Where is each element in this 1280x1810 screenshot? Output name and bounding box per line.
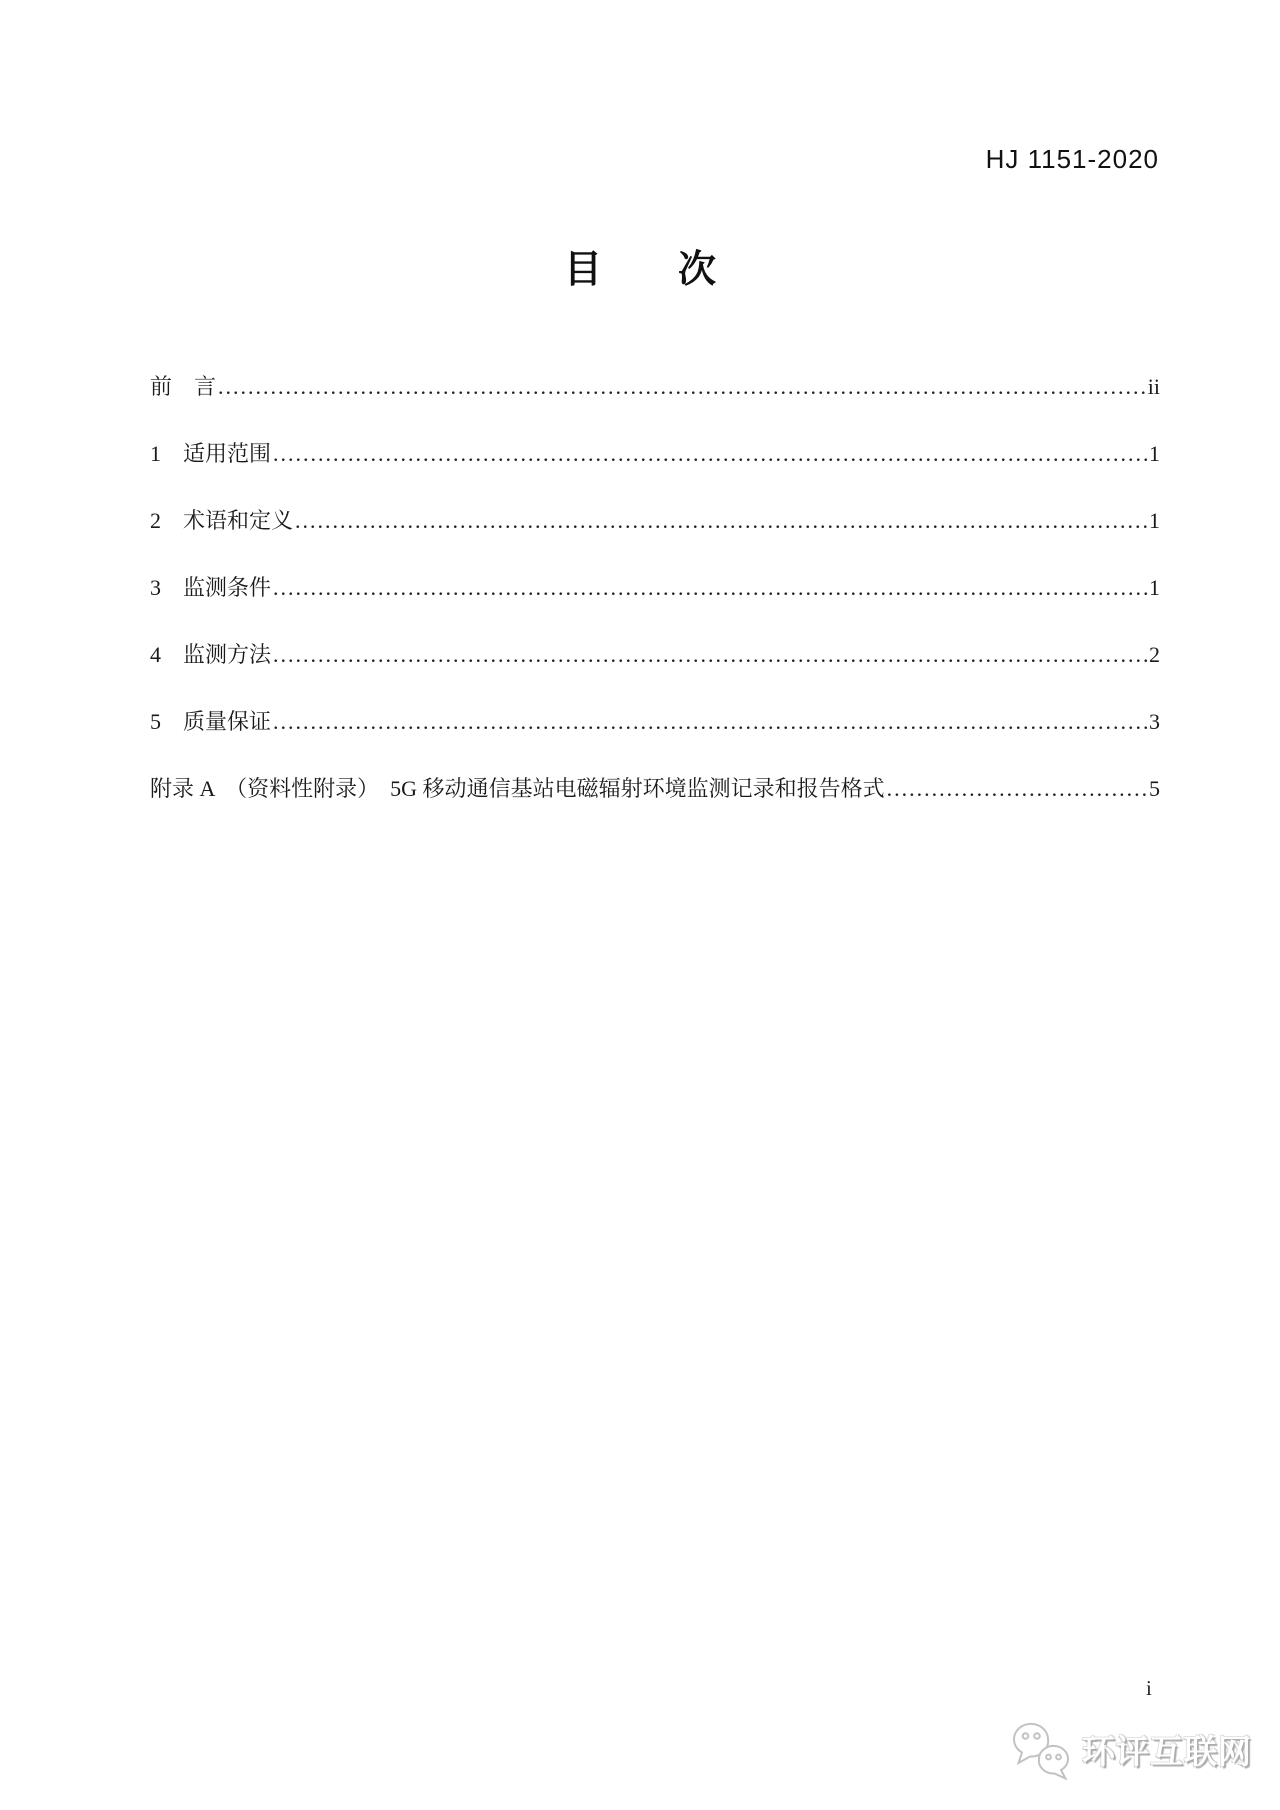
toc-page-number: 1 — [1149, 441, 1160, 466]
standard-code: HJ 1151-2020 — [985, 144, 1159, 174]
toc-entry-1 — [150, 420, 1160, 487]
dot-leader — [218, 353, 1146, 420]
toc-entry-appendix-a — [150, 755, 1160, 822]
dot-leader — [273, 688, 1147, 755]
wechat-chat-bubbles-icon — [1012, 1722, 1074, 1780]
toc-page-number: ii — [1147, 374, 1160, 399]
page-title: 目 次 — [563, 249, 716, 291]
watermark-text: 环评互联网 — [1082, 1732, 1252, 1770]
toc-entry-label: 4 监测方法 — [150, 642, 272, 667]
footer-page-number: i — [1146, 1676, 1152, 1700]
toc-page-number: 1 — [1149, 575, 1160, 600]
toc-entry-2 — [150, 487, 1160, 554]
dot-leader — [273, 621, 1147, 688]
table-of-contents — [150, 353, 1160, 822]
toc-entry-label: 1 适用范围 — [150, 441, 272, 466]
toc-entry-3 — [150, 554, 1160, 621]
toc-page-number: 2 — [1149, 642, 1160, 667]
toc-entry-label: 附录 A （资料性附录） 5G 移动通信基站电磁辐射环境监测记录和报告格式 — [150, 776, 885, 801]
toc-page-number: 5 — [1149, 776, 1160, 801]
toc-entry-label: 前 言 — [150, 374, 217, 399]
dot-leader — [295, 487, 1147, 554]
toc-entry-label: 2 术语和定义 — [150, 508, 294, 533]
dot-leader — [273, 420, 1147, 487]
dot-leader — [273, 554, 1147, 621]
toc-entry-5 — [150, 688, 1160, 755]
watermark-logo — [1012, 1722, 1252, 1780]
toc-page-number: 1 — [1149, 508, 1160, 533]
toc-entry-label: 3 监测条件 — [150, 575, 272, 600]
toc-entry-label: 5 质量保证 — [150, 709, 272, 734]
toc-page-number: 3 — [1149, 709, 1160, 734]
dot-leader — [887, 755, 1147, 822]
toc-entry-foreword — [150, 353, 1160, 420]
toc-entry-4 — [150, 621, 1160, 688]
